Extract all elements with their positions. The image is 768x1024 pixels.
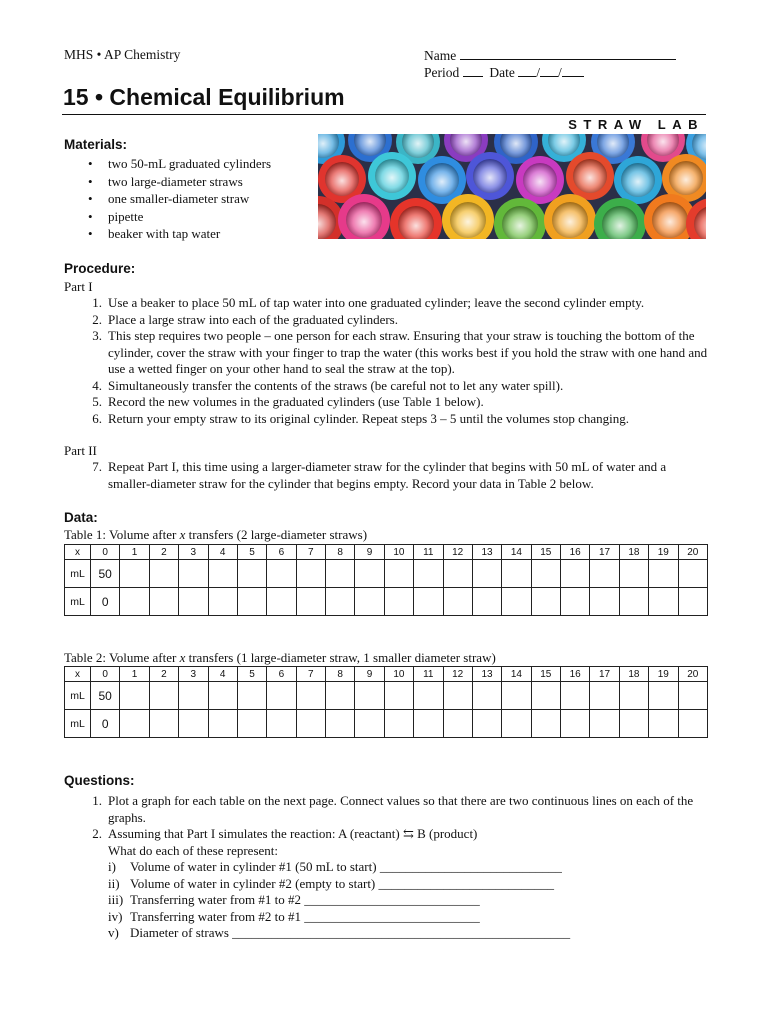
entry-cell[interactable] — [561, 588, 590, 616]
date-label: Date — [489, 65, 515, 80]
entry-cell[interactable] — [267, 560, 296, 588]
question-number: 1. — [92, 793, 102, 808]
student-info — [424, 47, 676, 81]
entry-cell[interactable] — [237, 710, 266, 738]
entry-cell[interactable] — [678, 682, 708, 710]
entry-cell[interactable] — [619, 710, 648, 738]
step-number: 7. — [92, 459, 102, 474]
part2-label: Part II — [64, 443, 97, 458]
header-cell: 9 — [355, 545, 384, 560]
entry-cell[interactable] — [208, 588, 237, 616]
entry-cell[interactable] — [531, 682, 560, 710]
list-item — [84, 394, 708, 411]
header-cell: 11 — [414, 667, 443, 682]
header-cell: 16 — [561, 545, 590, 560]
entry-cell[interactable] — [561, 710, 590, 738]
period-field[interactable] — [463, 64, 483, 77]
step-number: 5. — [92, 394, 102, 409]
questions-list — [84, 793, 708, 942]
list-item — [84, 826, 708, 942]
list-item[interactable]: iii) Transferring water from #1 to #2 ___________________________ — [108, 892, 480, 907]
header-cell: 19 — [649, 667, 678, 682]
straws-illustration — [318, 134, 706, 239]
entry-cell[interactable] — [208, 682, 237, 710]
table2 — [64, 666, 708, 738]
row-label: mL — [65, 710, 91, 738]
entry-cell[interactable] — [120, 588, 149, 616]
list-item: • two large-diameter straws — [88, 173, 271, 191]
entry-cell[interactable] — [384, 682, 413, 710]
entry-cell[interactable] — [443, 682, 472, 710]
header-cell: 12 — [443, 667, 472, 682]
row-label: mL — [65, 560, 91, 588]
step-text: This step requires two people – one person for each straw. Ensuring that your straw is touching the bottom of the cylinder, cover the straw with your finger to trap the water (this works best if you hold the straw with one hand and use a wetted finger on your other hand to seal the straw at the top). — [108, 328, 708, 376]
entry-cell[interactable] — [414, 588, 443, 616]
table1 — [64, 544, 708, 616]
date-sep: / — [558, 65, 562, 80]
date-day-field[interactable] — [540, 64, 558, 77]
list-item — [84, 411, 708, 428]
header-cell: 13 — [472, 667, 501, 682]
course-label: MHS • AP Chemistry — [64, 47, 181, 62]
step-number: 1. — [92, 295, 102, 310]
entry-cell[interactable] — [149, 560, 178, 588]
part1-label: Part I — [64, 279, 93, 294]
entry-cell[interactable] — [619, 560, 648, 588]
entry-cell[interactable] — [531, 710, 560, 738]
header-cell: 5 — [237, 545, 266, 560]
entry-cell[interactable] — [296, 588, 325, 616]
materials-heading: Materials: — [64, 137, 128, 152]
row-label: mL — [65, 682, 91, 710]
procedure-heading: Procedure: — [64, 261, 136, 276]
entry-cell[interactable] — [414, 682, 443, 710]
question-text: Assuming that Part I simulates the reaction: A (reactant) ⇆ B (product) — [108, 826, 478, 841]
questions-heading: Questions: — [64, 773, 135, 788]
entry-cell[interactable] — [678, 560, 708, 588]
entry-cell[interactable] — [149, 588, 178, 616]
header-cell: x — [65, 545, 91, 560]
entry-cell[interactable] — [296, 710, 325, 738]
header-cell: 4 — [208, 667, 237, 682]
question-number: 2. — [92, 826, 102, 841]
header-cell: 0 — [91, 545, 120, 560]
entry-cell[interactable] — [502, 682, 531, 710]
entry-cell[interactable] — [326, 560, 355, 588]
step-text: Use a beaker to place 50 mL of tap water into one graduated cylinder; leave the second cylinder empty. — [108, 295, 645, 310]
header-cell: 14 — [502, 545, 531, 560]
table-row — [65, 682, 708, 710]
entry-cell[interactable] — [326, 588, 355, 616]
table-row — [65, 588, 708, 616]
entry-cell[interactable] — [355, 682, 384, 710]
entry-cell[interactable] — [237, 560, 266, 588]
table-row — [65, 560, 708, 588]
entry-cell[interactable] — [531, 588, 560, 616]
list-item — [84, 328, 708, 378]
header-cell: 2 — [149, 667, 178, 682]
header-cell: 17 — [590, 667, 619, 682]
entry-cell[interactable] — [502, 560, 531, 588]
header-cell: 15 — [531, 545, 560, 560]
header-cell: 4 — [208, 545, 237, 560]
header-cell: 18 — [619, 667, 648, 682]
list-item — [84, 459, 708, 492]
entry-cell[interactable] — [678, 588, 708, 616]
entry-cell[interactable] — [149, 682, 178, 710]
entry-cell[interactable] — [384, 588, 413, 616]
entry-cell[interactable] — [649, 710, 678, 738]
header-cell: 5 — [237, 667, 266, 682]
start-value-cell: 0 — [91, 588, 120, 616]
entry-cell[interactable] — [502, 588, 531, 616]
entry-cell[interactable] — [208, 710, 237, 738]
entry-cell[interactable] — [208, 560, 237, 588]
entry-cell[interactable] — [561, 560, 590, 588]
list-item[interactable]: iv) Transferring water from #2 to #1 ___________________________ — [108, 908, 480, 924]
entry-cell[interactable] — [355, 560, 384, 588]
header-cell: 20 — [678, 545, 708, 560]
title-divider — [62, 114, 706, 115]
entry-cell[interactable] — [414, 560, 443, 588]
list-item — [84, 378, 708, 395]
entry-cell[interactable] — [267, 682, 296, 710]
row-label: mL — [65, 588, 91, 616]
table-row — [65, 710, 708, 738]
entry-cell[interactable] — [649, 682, 678, 710]
header-cell: 6 — [267, 545, 296, 560]
header-cell: 8 — [326, 545, 355, 560]
header-cell: 12 — [443, 545, 472, 560]
question-text: Plot a graph for each table on the next page. Connect values so that there are two continuous lines on each of the graphs. — [108, 793, 694, 825]
list-item[interactable]: v) Diameter of straws ____________________________________________________ — [108, 925, 571, 940]
header-cell: 16 — [561, 667, 590, 682]
list-item — [84, 295, 708, 312]
entry-cell[interactable] — [531, 560, 560, 588]
entry-cell[interactable] — [649, 560, 678, 588]
header-cell: 2 — [149, 545, 178, 560]
header-cell: 20 — [678, 667, 708, 682]
header-cell: 0 — [91, 667, 120, 682]
header-cell: 18 — [619, 545, 648, 560]
header-cell: 8 — [326, 667, 355, 682]
header-cell: 17 — [590, 545, 619, 560]
entry-cell[interactable] — [678, 710, 708, 738]
header-cell: 11 — [414, 545, 443, 560]
entry-cell[interactable] — [649, 588, 678, 616]
entry-cell[interactable] — [179, 682, 208, 710]
entry-cell[interactable] — [149, 710, 178, 738]
entry-cell[interactable] — [472, 682, 501, 710]
entry-cell[interactable] — [384, 560, 413, 588]
lab-label: STRAW LAB — [568, 117, 704, 132]
header-cell: 10 — [384, 545, 413, 560]
header-cell: 9 — [355, 667, 384, 682]
entry-cell[interactable] — [296, 682, 325, 710]
entry-cell[interactable] — [590, 588, 619, 616]
entry-cell[interactable] — [443, 588, 472, 616]
entry-cell[interactable] — [414, 710, 443, 738]
entry-cell[interactable] — [179, 560, 208, 588]
header-cell: 3 — [179, 545, 208, 560]
entry-cell[interactable] — [237, 588, 266, 616]
entry-cell[interactable] — [590, 682, 619, 710]
header-cell: 3 — [179, 667, 208, 682]
step-text: Return your empty straw to its original cylinder. Repeat steps 3 – 5 until the volumes stop changing. — [108, 410, 630, 426]
step-text: Record the new volumes in the graduated cylinders (use Table 1 below). — [108, 394, 484, 409]
date-sep: / — [536, 65, 540, 80]
step-number: 6. — [92, 410, 102, 426]
step-text: Repeat Part I, this time using a larger-diameter straw for the cylinder that begins with 50 mL of water and a smaller-diameter straw for the cylinder that begins empty. Record your data in Table 2 below. — [108, 459, 667, 491]
step-text: Simultaneously transfer the contents of the straws (be careful not to let any water spill). — [108, 377, 564, 393]
header-cell: 7 — [296, 667, 325, 682]
entry-cell[interactable] — [237, 682, 266, 710]
list-item: • two 50-mL graduated cylinders — [88, 155, 271, 173]
header-cell: 1 — [120, 545, 149, 560]
start-value-cell: 0 — [91, 710, 120, 738]
entry-cell[interactable] — [120, 560, 149, 588]
header-cell: x — [65, 667, 91, 682]
entry-cell[interactable] — [179, 710, 208, 738]
entry-cell[interactable] — [502, 710, 531, 738]
straws-photo — [318, 134, 706, 239]
entry-cell[interactable] — [120, 682, 149, 710]
part1-steps — [84, 295, 708, 427]
entry-cell[interactable] — [443, 560, 472, 588]
table1-caption: Table 1: Volume after x transfers (2 large-diameter straws) — [64, 527, 368, 542]
list-item — [84, 312, 708, 329]
subquestion-list — [108, 859, 708, 942]
entry-cell[interactable] — [326, 710, 355, 738]
entry-cell[interactable] — [590, 710, 619, 738]
entry-cell[interactable] — [590, 560, 619, 588]
entry-cell[interactable] — [443, 710, 472, 738]
list-item: • beaker with tap water — [88, 225, 271, 243]
entry-cell[interactable] — [384, 710, 413, 738]
entry-cell[interactable] — [326, 682, 355, 710]
step-number: 2. — [92, 311, 102, 327]
table2-caption: Table 2: Volume after x transfers (1 large-diameter straw, 1 smaller diameter straw) — [64, 650, 496, 665]
list-item[interactable]: i) Volume of water in cylinder #1 (50 mL to start) ____________________________ — [108, 859, 562, 874]
period-label: Period — [424, 65, 460, 80]
header-cell: 6 — [267, 667, 296, 682]
list-item[interactable]: ii) Volume of water in cylinder #2 (empty to start) ___________________________ — [108, 875, 555, 891]
entry-cell[interactable] — [120, 710, 149, 738]
materials-list — [88, 155, 271, 243]
entry-cell[interactable] — [619, 588, 648, 616]
name-label: Name — [424, 48, 457, 63]
name-field[interactable] — [460, 47, 676, 60]
table-header-row — [65, 667, 708, 682]
entry-cell[interactable] — [472, 588, 501, 616]
page-title: 15 • Chemical Equilibrium — [63, 84, 345, 110]
header-cell: 10 — [384, 667, 413, 682]
entry-cell[interactable] — [179, 588, 208, 616]
entry-cell[interactable] — [472, 560, 501, 588]
entry-cell[interactable] — [561, 682, 590, 710]
step-number: 3. — [92, 328, 102, 343]
list-item: • one smaller-diameter straw — [88, 190, 271, 208]
header-cell: 15 — [531, 667, 560, 682]
entry-cell[interactable] — [267, 710, 296, 738]
header-cell: 19 — [649, 545, 678, 560]
entry-cell[interactable] — [355, 710, 384, 738]
entry-cell[interactable] — [355, 588, 384, 616]
list-item: • pipette — [88, 208, 271, 226]
header-cell: 1 — [120, 667, 149, 682]
table-header-row — [65, 545, 708, 560]
header-cell: 7 — [296, 545, 325, 560]
header-cell: 13 — [472, 545, 501, 560]
data-heading: Data: — [64, 510, 98, 525]
entry-cell[interactable] — [472, 710, 501, 738]
date-year-field[interactable] — [562, 64, 584, 77]
entry-cell[interactable] — [619, 682, 648, 710]
step-number: 4. — [92, 377, 102, 393]
entry-cell[interactable] — [267, 588, 296, 616]
question-prompt: What do each of these represent: — [108, 842, 279, 858]
step-text: Place a large straw into each of the graduated cylinders. — [108, 311, 398, 327]
date-month-field[interactable] — [518, 64, 536, 77]
start-value-cell: 50 — [91, 682, 120, 710]
header-cell: 14 — [502, 667, 531, 682]
list-item — [84, 793, 708, 826]
start-value-cell: 50 — [91, 560, 120, 588]
entry-cell[interactable] — [296, 560, 325, 588]
part2-steps — [84, 459, 708, 492]
